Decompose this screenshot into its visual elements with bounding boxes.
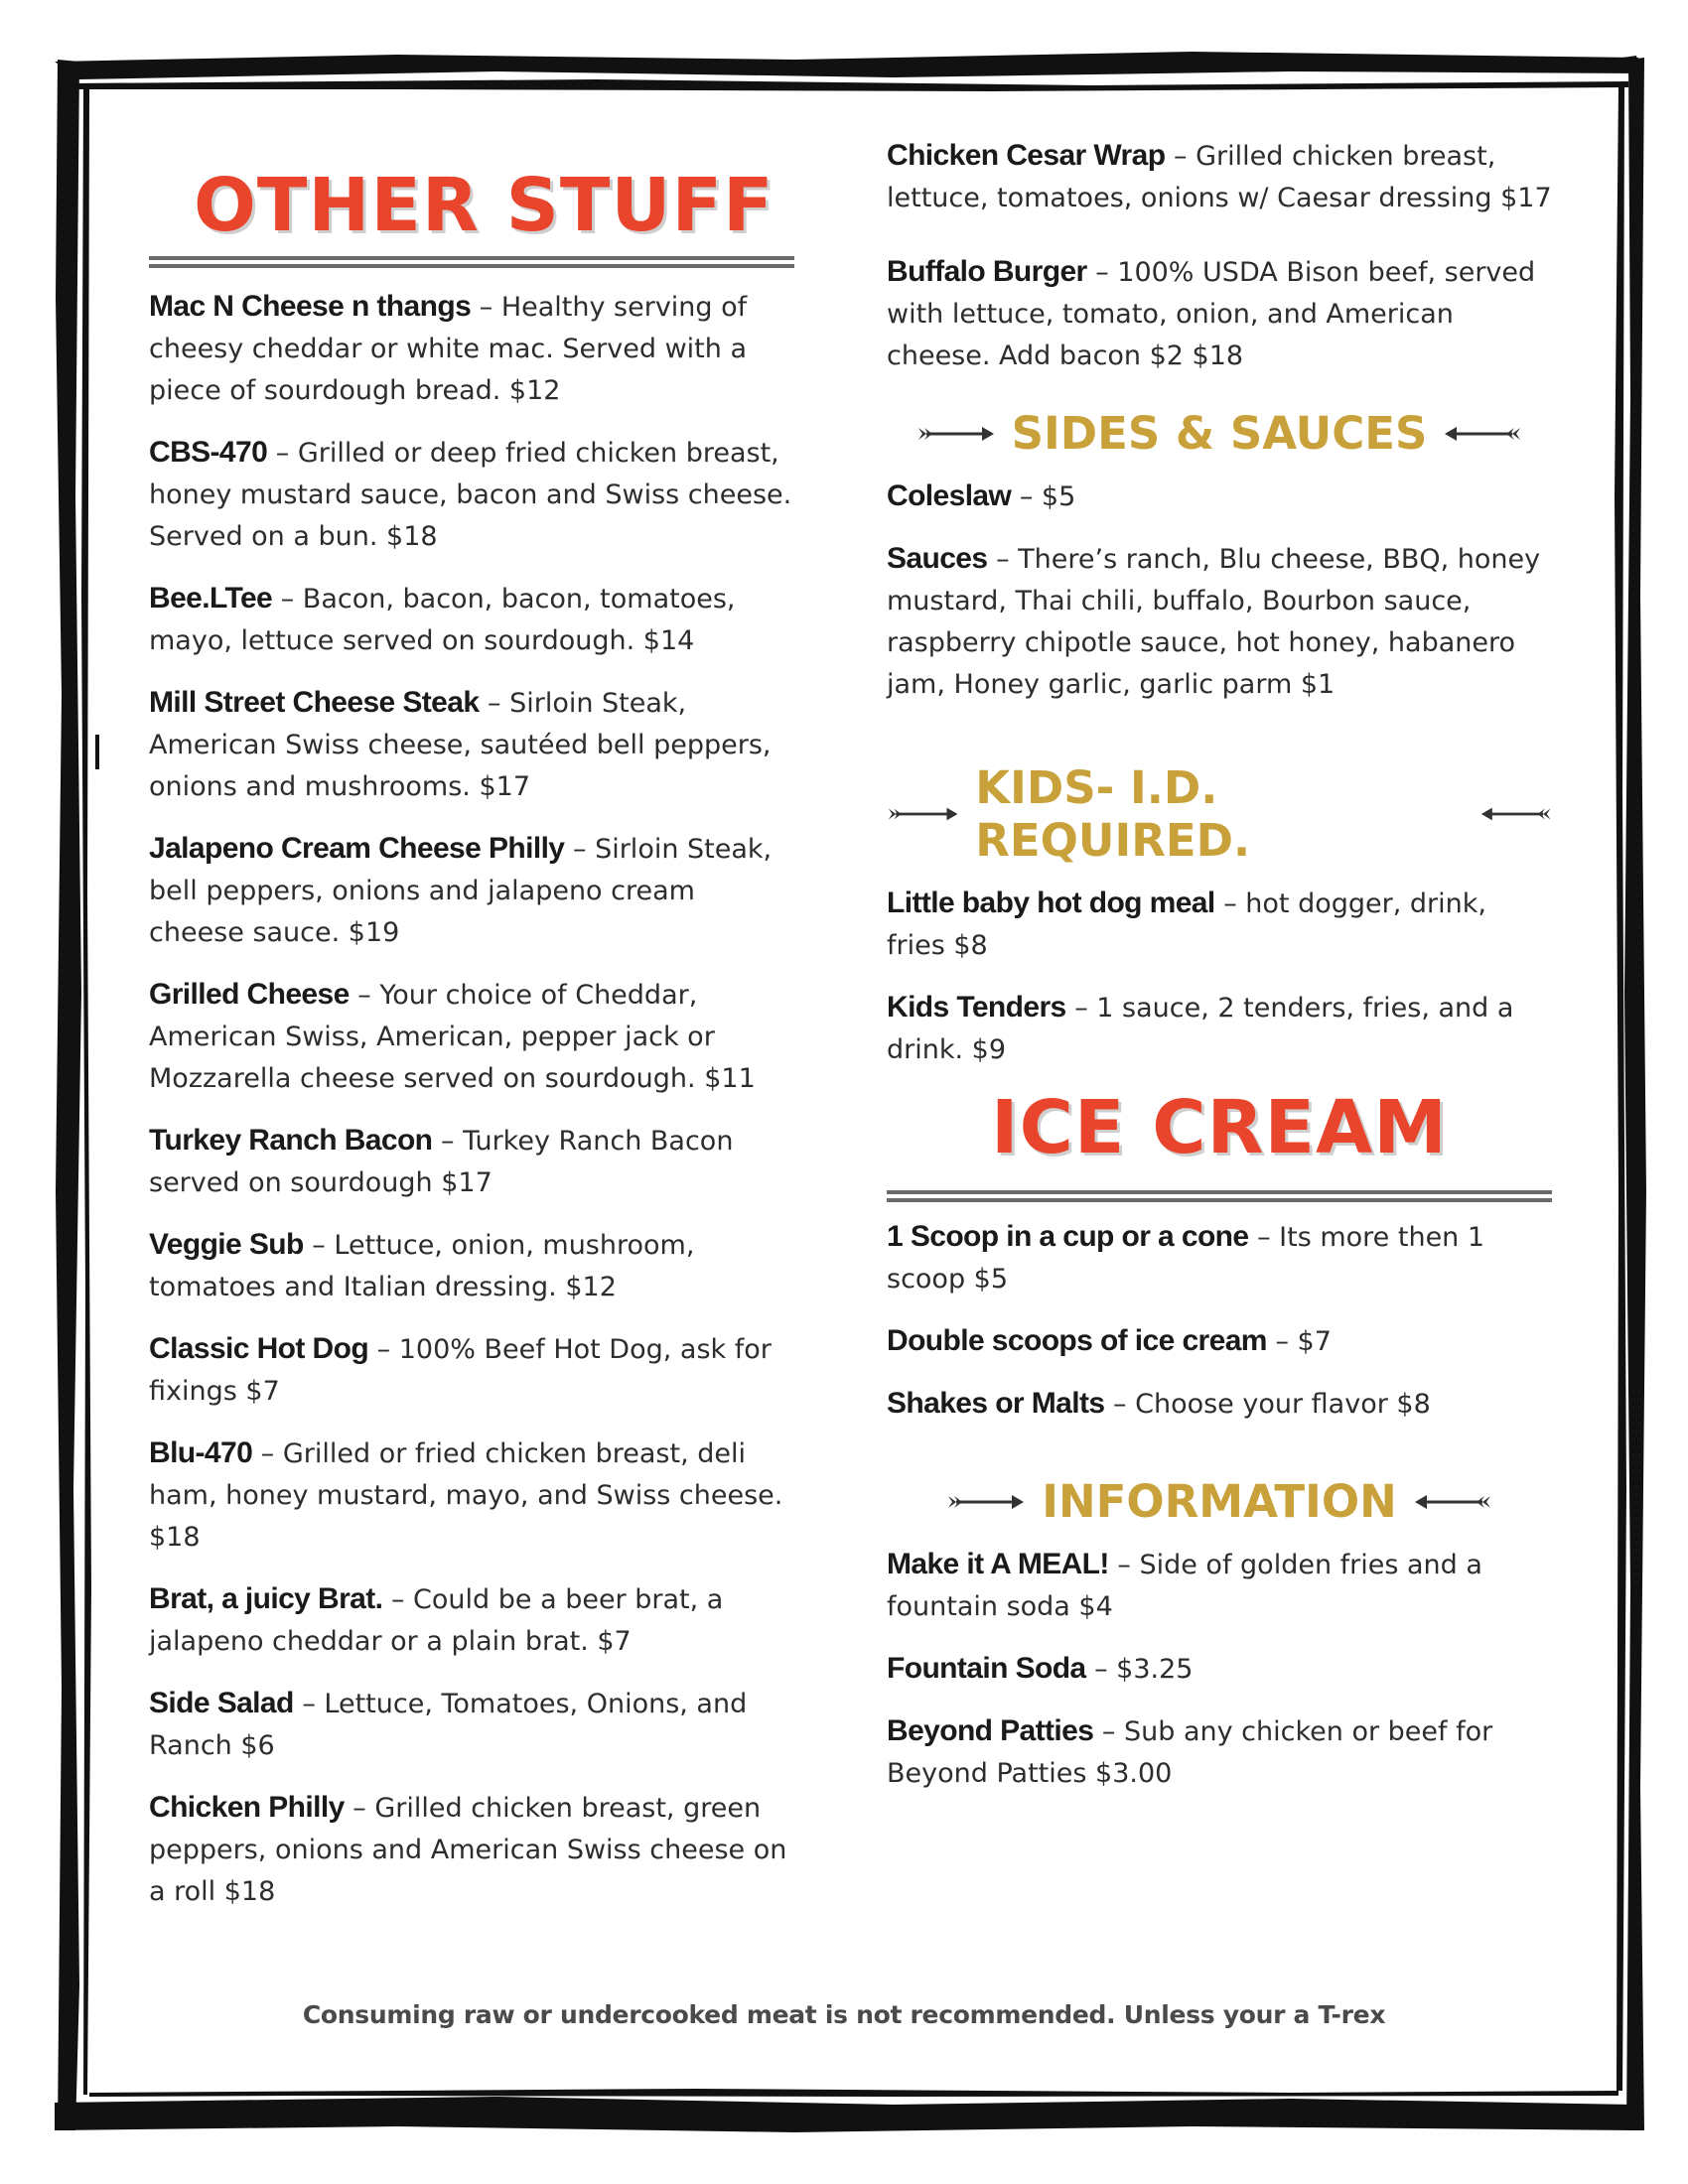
menu-item <box>887 251 1552 377</box>
menu-item-name: Beyond Patties <box>887 1714 1094 1747</box>
menu-item <box>887 1544 1552 1628</box>
sides-sauces-list <box>887 476 1552 706</box>
ice-cream-rule <box>887 1190 1552 1202</box>
sides-sauces-title: SIDES & SAUCES <box>1011 407 1428 460</box>
menu-item-name: Classic Hot Dog <box>149 1332 369 1365</box>
menu-item <box>887 538 1552 706</box>
kids-header <box>887 761 1552 867</box>
menu-item-description: – Bacon, bacon, bacon, tomatoes, mayo, lettuce served on sourdough. $14 <box>149 584 736 656</box>
menu-item-name: Mac N Cheese n thangs <box>149 290 472 323</box>
ice-cream-section <box>887 1085 1552 1426</box>
menu-item <box>149 578 794 662</box>
menu-item <box>887 1648 1552 1691</box>
menu-item <box>887 883 1552 967</box>
other-stuff-list <box>149 286 794 1913</box>
menu-item <box>149 286 794 412</box>
menu-item-description: – $3.25 <box>1085 1654 1194 1685</box>
menu-item-description: – Lettuce, Tomatoes, Onions, and Ranch $6 <box>149 1689 748 1761</box>
menu-item <box>887 135 1552 219</box>
menu-item-description: – Sirloin Steak, American Swiss cheese, sautéed bell peppers, onions and mushrooms. $17 <box>149 688 772 802</box>
menu-item-name: Turkey Ranch Bacon <box>149 1124 433 1157</box>
menu-item-name: Kids Tenders <box>887 991 1066 1024</box>
menu-item <box>887 476 1552 518</box>
menu-item-description: – Sirloin Steak, bell peppers, onions and jalapeno cream cheese sauce. $19 <box>149 834 773 948</box>
information-title: INFORMATION <box>1042 1475 1397 1528</box>
menu-item-name: Sauces <box>887 542 988 575</box>
arrow-icon <box>1479 804 1552 824</box>
arrow-icon <box>1413 1492 1492 1512</box>
menu-item-name: Fountain Soda <box>887 1652 1086 1685</box>
disclaimer-text: Consuming raw or undercooked meat is not recommended. Unless your a T-rex <box>302 2000 1386 2029</box>
menu-item-name: Double scoops of ice cream <box>887 1324 1267 1357</box>
menu-item-name: Veggie Sub <box>149 1228 304 1261</box>
menu-item-description: – Lettuce, onion, mushroom, tomatoes and Italian dressing. $12 <box>149 1230 695 1302</box>
footer-disclaimer <box>0 2000 1688 2029</box>
menu-item-description: – Grilled or deep fried chicken breast, honey mustard sauce, bacon and Swiss cheese. Served on a bun. $18 <box>149 438 792 552</box>
kids-list <box>887 883 1552 1071</box>
menu-item-name: Shakes or Malts <box>887 1387 1105 1420</box>
menu-item <box>149 828 794 954</box>
menu-item-name: Coleslaw <box>887 479 1012 512</box>
menu-item-description: – 100% Beef Hot Dog, ask for fixings $7 <box>149 1334 772 1407</box>
menu-item-description: – Grilled chicken breast, green peppers, onions and American Swiss cheese on a roll $18 <box>149 1793 787 1907</box>
menu-item <box>149 1224 794 1308</box>
menu-item-name: Chicken Cesar Wrap <box>887 139 1166 172</box>
menu-item <box>887 1383 1552 1426</box>
menu-item <box>149 974 794 1100</box>
title-rule <box>149 256 794 268</box>
information-list <box>887 1544 1552 1795</box>
ice-cream-title: ICE CREAM <box>991 1085 1448 1170</box>
menu-item-name: 1 Scoop in a cup or a cone <box>887 1220 1249 1253</box>
menu-item-description: – 100% USDA Bison beef, served with lettuce, tomato, onion, and American cheese. Add bacon $2 $18 <box>887 257 1536 371</box>
arrow-icon <box>887 804 959 824</box>
left-column <box>149 163 794 1933</box>
menu-item <box>149 432 794 558</box>
arrow-icon <box>916 424 996 444</box>
menu-item-name: CBS-470 <box>149 436 268 469</box>
right-column <box>887 135 1552 1815</box>
menu-item-name: Side Salad <box>149 1687 294 1719</box>
menu-item <box>149 1120 794 1204</box>
menu-item-name: Little baby hot dog meal <box>887 887 1215 919</box>
menu-item-description: – Choose your flavor $8 <box>1104 1389 1431 1420</box>
menu-item <box>149 1578 794 1663</box>
menu-item-description: – $7 <box>1266 1326 1332 1357</box>
menu-item-description: – Sub any chicken or beef for Beyond Patties $3.00 <box>887 1716 1493 1789</box>
menu-item-name: Grilled Cheese <box>149 978 350 1011</box>
menu-item-description: – There’s ranch, Blu cheese, BBQ, honey mustard, Thai chili, buffalo, Bourbon sauce, raspberry chipotle sauce, hot honey, habanero jam, Honey garlic, garlic parm $1 <box>887 544 1541 700</box>
menu-item <box>887 1216 1552 1300</box>
information-header <box>887 1475 1552 1528</box>
ice-cream-list <box>887 1216 1552 1426</box>
menu-item <box>149 682 794 808</box>
menu-item-description: – 1 sauce, 2 tenders, fries, and a drink. $9 <box>887 993 1514 1065</box>
menu-item <box>149 1683 794 1767</box>
arrow-icon <box>946 1492 1026 1512</box>
sides-sauces-header <box>887 407 1552 460</box>
menu-item-name: Chicken Philly <box>149 1791 345 1824</box>
menu-item-name: Make it A MEAL! <box>887 1548 1109 1580</box>
menu-item-name: Brat, a juicy Brat. <box>149 1582 383 1615</box>
menu-item-name: Blu-470 <box>149 1436 253 1469</box>
menu-item-description: – hot dogger, drink, fries $8 <box>887 888 1486 961</box>
kids-title: KIDS- I.D. REQUIRED. <box>975 761 1251 867</box>
menu-item-description: – $5 <box>1011 481 1076 512</box>
menu-item <box>149 1328 794 1413</box>
menu-item-description: – Healthy serving of cheesy cheddar or white mac. Served with a piece of sourdough bread. $12 <box>149 292 748 406</box>
menu-item-name: Bee.LTee <box>149 582 273 614</box>
menu-item-description: – Your choice of Cheddar, American Swiss, American, pepper jack or Mozzarella cheese served on sourdough. $11 <box>149 980 756 1094</box>
menu-item <box>887 1710 1552 1795</box>
menu-item-description: – Side of golden fries and a fountain soda $4 <box>887 1550 1482 1622</box>
menu-item-name: Buffalo Burger <box>887 255 1087 288</box>
top-items-list <box>887 135 1552 377</box>
menu-item <box>887 987 1552 1071</box>
menu-item-description: – Could be a beer brat, a jalapeno cheddar or a plain brat. $7 <box>149 1584 724 1657</box>
menu-item-description: – Grilled chicken breast, lettuce, tomatoes, onions w/ Caesar dressing $17 <box>887 141 1552 213</box>
menu-item <box>149 1787 794 1913</box>
menu-item-description: – Its more then 1 scoop $5 <box>887 1222 1485 1295</box>
other-stuff-title: OTHER STUFF <box>194 163 774 248</box>
menu-item <box>887 1320 1552 1363</box>
menu-item <box>149 1433 794 1559</box>
menu-item-description: – Turkey Ranch Bacon served on sourdough $17 <box>149 1126 734 1198</box>
menu-item-name: Mill Street Cheese Steak <box>149 686 480 719</box>
menu-item-name: Jalapeno Cream Cheese Philly <box>149 832 565 865</box>
arrow-icon <box>1443 424 1522 444</box>
menu-item-description: – Grilled or fried chicken breast, deli ham, honey mustard, mayo, and Swiss cheese. $18 <box>149 1438 783 1553</box>
